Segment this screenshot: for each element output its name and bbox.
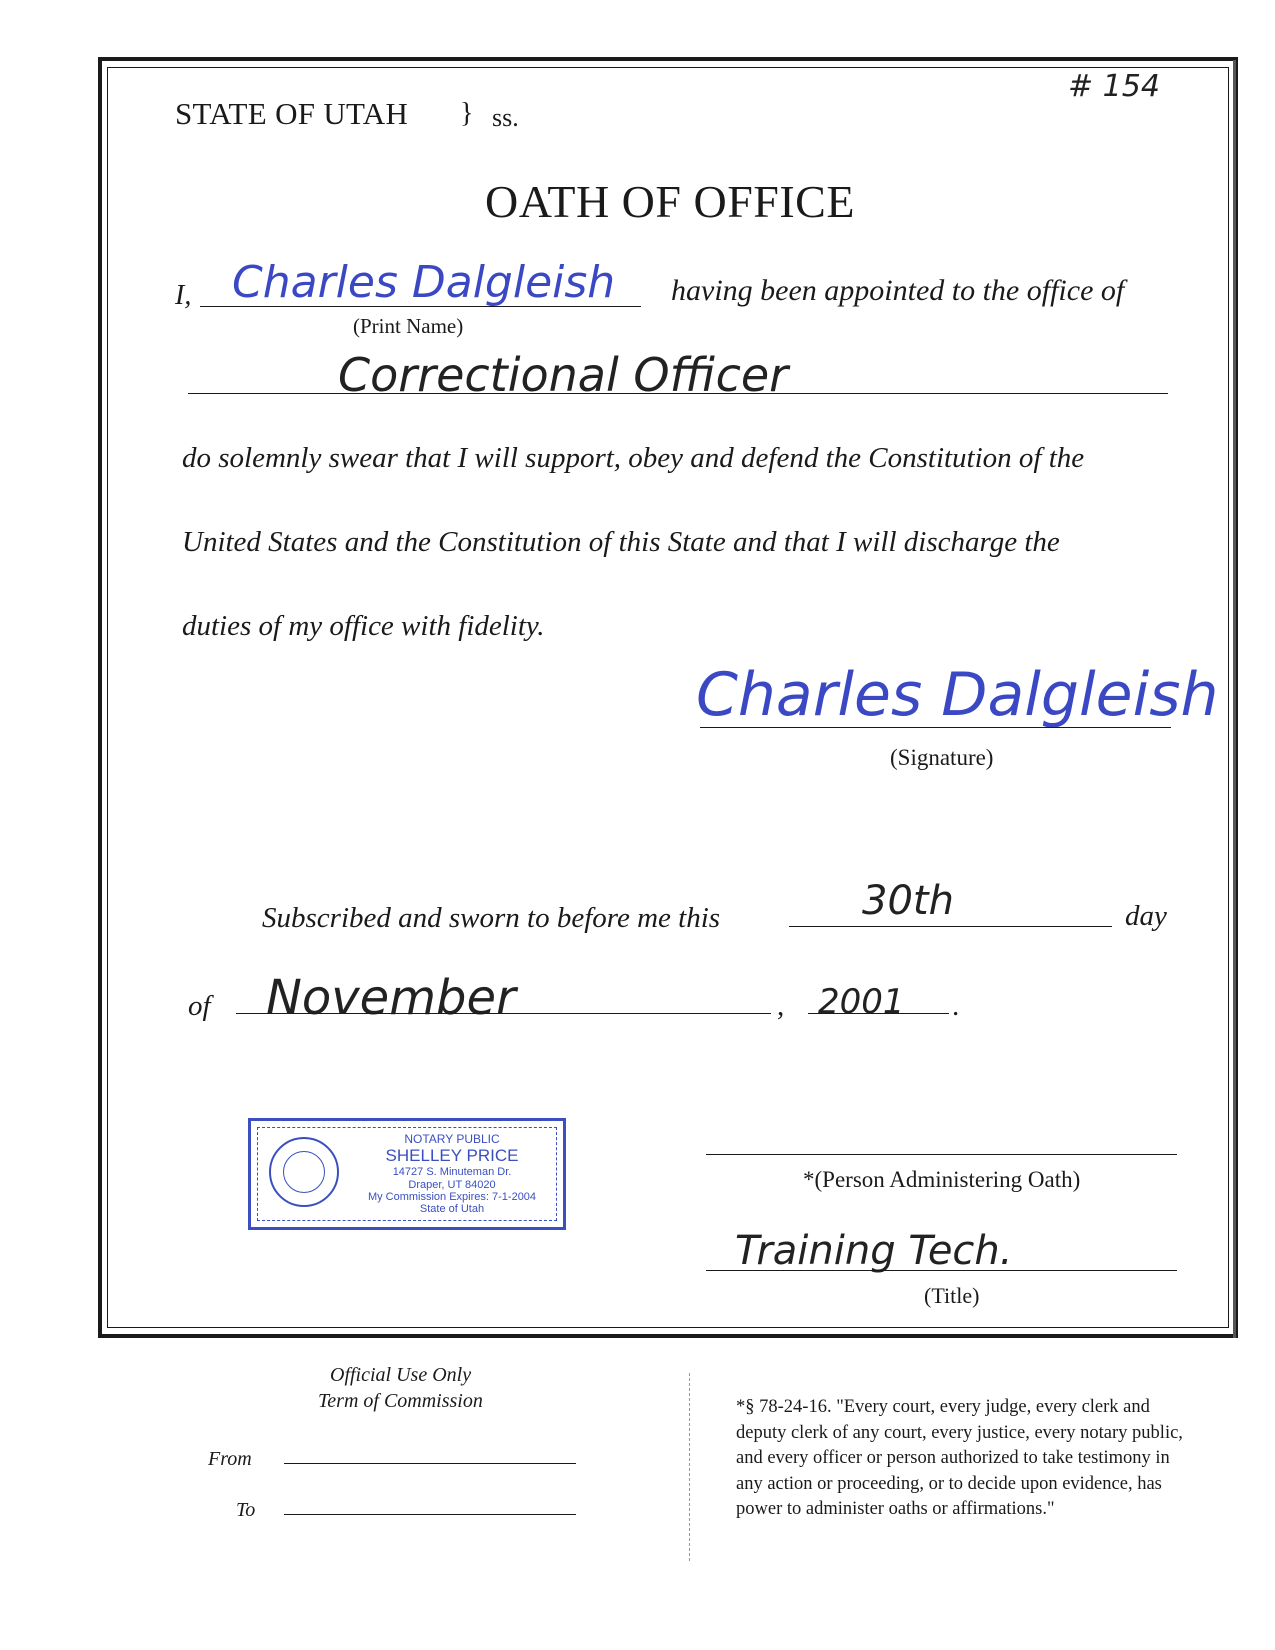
term-of-commission-heading: Term of Commission [318,1390,483,1412]
footnote-line: power to administer oaths or affirmations." [736,1499,1055,1519]
footnote-line: any action or proceeding, or to decide upon evidence, has [736,1473,1162,1494]
state-heading: STATE OF UTAH [175,96,409,131]
month-line [236,1013,771,1014]
to-line [284,1514,576,1515]
notary-seal [269,1137,339,1207]
name-line [200,306,641,307]
title-line [706,1270,1177,1271]
day-line [789,926,1112,927]
notary-city: Draper, UT 84020 [408,1179,496,1191]
notary-title: NOTARY PUBLIC [404,1132,500,1146]
oath-body-line: United States and the Constitution of this State and that I will discharge the [182,526,1060,558]
footer-divider [689,1373,690,1561]
official-use-heading: Official Use Only [330,1364,472,1386]
date-comma: , [777,990,785,1022]
document-border-shadow [1233,60,1236,1338]
footnote-line: deputy clerk of any court, every justice, every notary public, [736,1422,1183,1443]
notary-seal-center [283,1151,325,1193]
handwritten-day: 30th [862,878,954,924]
state-brace: } [460,98,474,129]
title-label: (Title) [924,1283,980,1308]
of-word: of [188,990,211,1022]
oath-i-word: I, [175,280,192,311]
signature-line [700,727,1171,728]
year-line [808,1013,949,1014]
signature-label: (Signature) [890,745,994,770]
notary-stamp [248,1118,566,1230]
handwritten-office: Correctional Officer [338,348,789,402]
page-title: OATH OF OFFICE [485,176,855,227]
document-number: # 154 [1068,69,1160,104]
oath-body-line: do solemnly swear that I will support, obey and defend the Constitution of the [182,442,1085,474]
handwritten-name: Charles Dalgleish [232,257,616,308]
date-period: . [952,990,960,1022]
notary-address: 14727 S. Minuteman Dr. [392,1166,512,1178]
administrator-label: *(Person Administering Oath) [803,1167,1081,1192]
handwritten-year: 2001 [818,982,905,1022]
from-label: From [208,1448,252,1470]
appointed-text: having been appointed to the office of [671,274,1125,307]
administrator-signature-line [706,1154,1177,1155]
handwritten-signature: Charles Dalgleish [696,660,1219,730]
office-line [188,393,1168,394]
handwritten-title: Training Tech. [735,1228,1013,1274]
notary-name: SHELLEY PRICE [385,1146,519,1165]
ss-label: ss. [492,103,519,132]
to-label: To [236,1499,256,1521]
notary-state: State of Utah [419,1203,485,1215]
day-word: day [1125,900,1167,932]
footnote-line: and every officer or person authorized to take testimony in [736,1448,1170,1468]
statute-footnote [736,1395,1256,1523]
handwritten-month: November [266,970,516,1026]
oath-body-line: duties of my office with fidelity. [182,610,545,642]
notary-commission: My Commission Expires: 7-1-2004 [367,1191,537,1203]
footnote-line: *§ 78-24-16. "Every court, every judge, every clerk and [736,1397,1150,1417]
subscribed-text: Subscribed and sworn to before me this [262,902,721,934]
from-line [284,1463,576,1464]
print-name-label: (Print Name) [353,314,464,338]
